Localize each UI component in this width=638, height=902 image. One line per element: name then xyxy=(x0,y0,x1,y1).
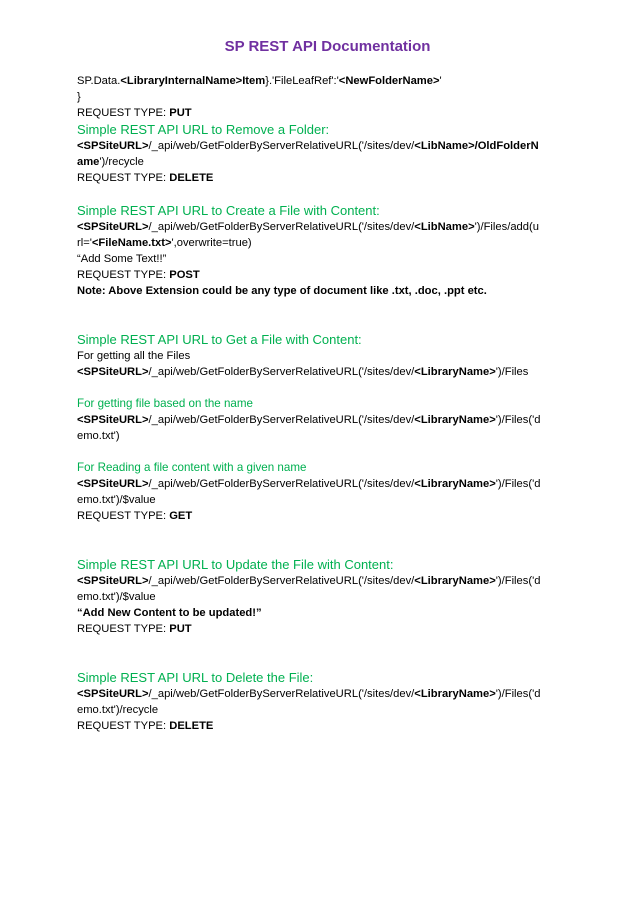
request-body: “Add Some Text!!” xyxy=(77,253,167,265)
placeholder-token: <SPSiteURL> xyxy=(77,140,149,152)
placeholder-token: <NewFolderName> xyxy=(338,75,440,87)
text: ')/recycle xyxy=(99,156,144,168)
sub-heading: For getting file based on the name xyxy=(77,397,253,410)
text: ',overwrite=true) xyxy=(171,237,252,249)
url-line xyxy=(77,154,578,170)
request-type-value: DELETE xyxy=(169,172,214,184)
text: /_api/web/GetFolderByServerRelativeURL('/sites/dev/ xyxy=(148,414,415,426)
text: ')/Files('d xyxy=(495,688,541,700)
request-type-value: POST xyxy=(169,269,200,281)
text: ')/Files('d xyxy=(495,478,541,490)
text: ' xyxy=(439,75,442,87)
text: /_api/web/GetFolderByServerRelativeURL('/sites/dev/ xyxy=(148,688,415,700)
request-type-value: PUT xyxy=(169,623,192,635)
page-title: SP REST API Documentation xyxy=(224,38,431,55)
section-heading: Simple REST API URL to Get a File with Content: xyxy=(77,332,362,347)
placeholder-token: ame xyxy=(77,156,100,168)
request-type-value: DELETE xyxy=(169,720,214,732)
placeholder-token: <FileName.txt> xyxy=(91,237,172,249)
text: ')/Files('d xyxy=(495,414,541,426)
request-type xyxy=(77,267,578,283)
placeholder-token: /OldFolderN xyxy=(474,140,539,152)
placeholder-token: <LibraryName> xyxy=(414,478,496,490)
placeholder-token: <LibName> xyxy=(414,140,475,152)
text: /_api/web/GetFolderByServerRelativeURL('/sites/dev/ xyxy=(148,140,415,152)
text: rl=' xyxy=(77,237,92,249)
url-line xyxy=(77,219,578,235)
placeholder-token: <SPSiteURL> xyxy=(77,221,149,233)
section-heading: Simple REST API URL to Create a File with Content: xyxy=(77,203,380,218)
url-line xyxy=(77,686,578,702)
url-line: emo.txt')/recycle xyxy=(77,704,159,716)
placeholder-token: <SPSiteURL> xyxy=(77,478,149,490)
request-type-value: GET xyxy=(169,510,193,522)
note xyxy=(77,283,578,299)
note-text: Note: Above Extension could be any type of document like .txt, .doc, .ppt etc. xyxy=(77,285,487,297)
request-type-label: REQUEST TYPE: xyxy=(77,623,170,635)
url-line xyxy=(77,476,578,492)
request-body xyxy=(77,605,578,621)
text: /_api/web/GetFolderByServerRelativeURL('/sites/dev/ xyxy=(148,575,415,587)
code-line xyxy=(77,73,578,89)
text: SP.Data. xyxy=(77,75,121,87)
section-heading: Simple REST API URL to Update the File with Content: xyxy=(77,557,394,572)
url-line xyxy=(77,573,578,589)
request-type-label: REQUEST TYPE: xyxy=(77,269,170,281)
request-type xyxy=(77,621,578,637)
url-line: emo.txt')/$value xyxy=(77,494,156,506)
code-line: } xyxy=(77,91,81,103)
placeholder-token: <SPSiteURL> xyxy=(77,575,149,587)
section-heading: Simple REST API URL to Remove a Folder: xyxy=(77,122,330,137)
placeholder-token: <LibraryName> xyxy=(414,414,496,426)
request-type xyxy=(77,170,578,186)
url-line: emo.txt') xyxy=(77,430,120,442)
text: ')/Files/add(u xyxy=(474,221,539,233)
placeholder-token: <LibraryName> xyxy=(414,366,496,378)
request-body-text: “Add New Content to be updated!” xyxy=(77,607,262,619)
placeholder-token: <SPSiteURL> xyxy=(77,688,149,700)
text: /_api/web/GetFolderByServerRelativeURL('/sites/dev/ xyxy=(148,366,415,378)
url-line xyxy=(77,412,578,428)
text: ')/Files('d xyxy=(495,575,541,587)
request-type-label: REQUEST TYPE: xyxy=(77,172,170,184)
request-type-value: PUT xyxy=(169,107,192,119)
request-type-label: REQUEST TYPE: xyxy=(77,107,170,119)
text: }.'FileLeafRef':' xyxy=(265,75,339,87)
description: For getting all the Files xyxy=(77,350,191,362)
text: /_api/web/GetFolderByServerRelativeURL('/sites/dev/ xyxy=(148,478,415,490)
url-line xyxy=(77,235,578,251)
sub-heading: For Reading a file content with a given name xyxy=(77,461,307,474)
url-line xyxy=(77,364,578,380)
text: ')/Files xyxy=(495,366,529,378)
section-heading: Simple REST API URL to Delete the File: xyxy=(77,670,314,685)
placeholder-token: <LibName> xyxy=(414,221,475,233)
request-type-label: REQUEST TYPE: xyxy=(77,510,170,522)
request-type-label: REQUEST TYPE: xyxy=(77,720,170,732)
text: /_api/web/GetFolderByServerRelativeURL('/sites/dev/ xyxy=(148,221,415,233)
placeholder-token: <SPSiteURL> xyxy=(77,414,149,426)
request-type xyxy=(77,105,578,121)
placeholder-token: <SPSiteURL> xyxy=(77,366,149,378)
request-type xyxy=(77,508,578,524)
url-line xyxy=(77,138,578,154)
placeholder-token: <LibraryInternalName>Item xyxy=(120,75,266,87)
placeholder-token: <LibraryName> xyxy=(414,688,496,700)
request-type xyxy=(77,718,578,734)
placeholder-token: <LibraryName> xyxy=(414,575,496,587)
url-line: emo.txt')/$value xyxy=(77,591,156,603)
